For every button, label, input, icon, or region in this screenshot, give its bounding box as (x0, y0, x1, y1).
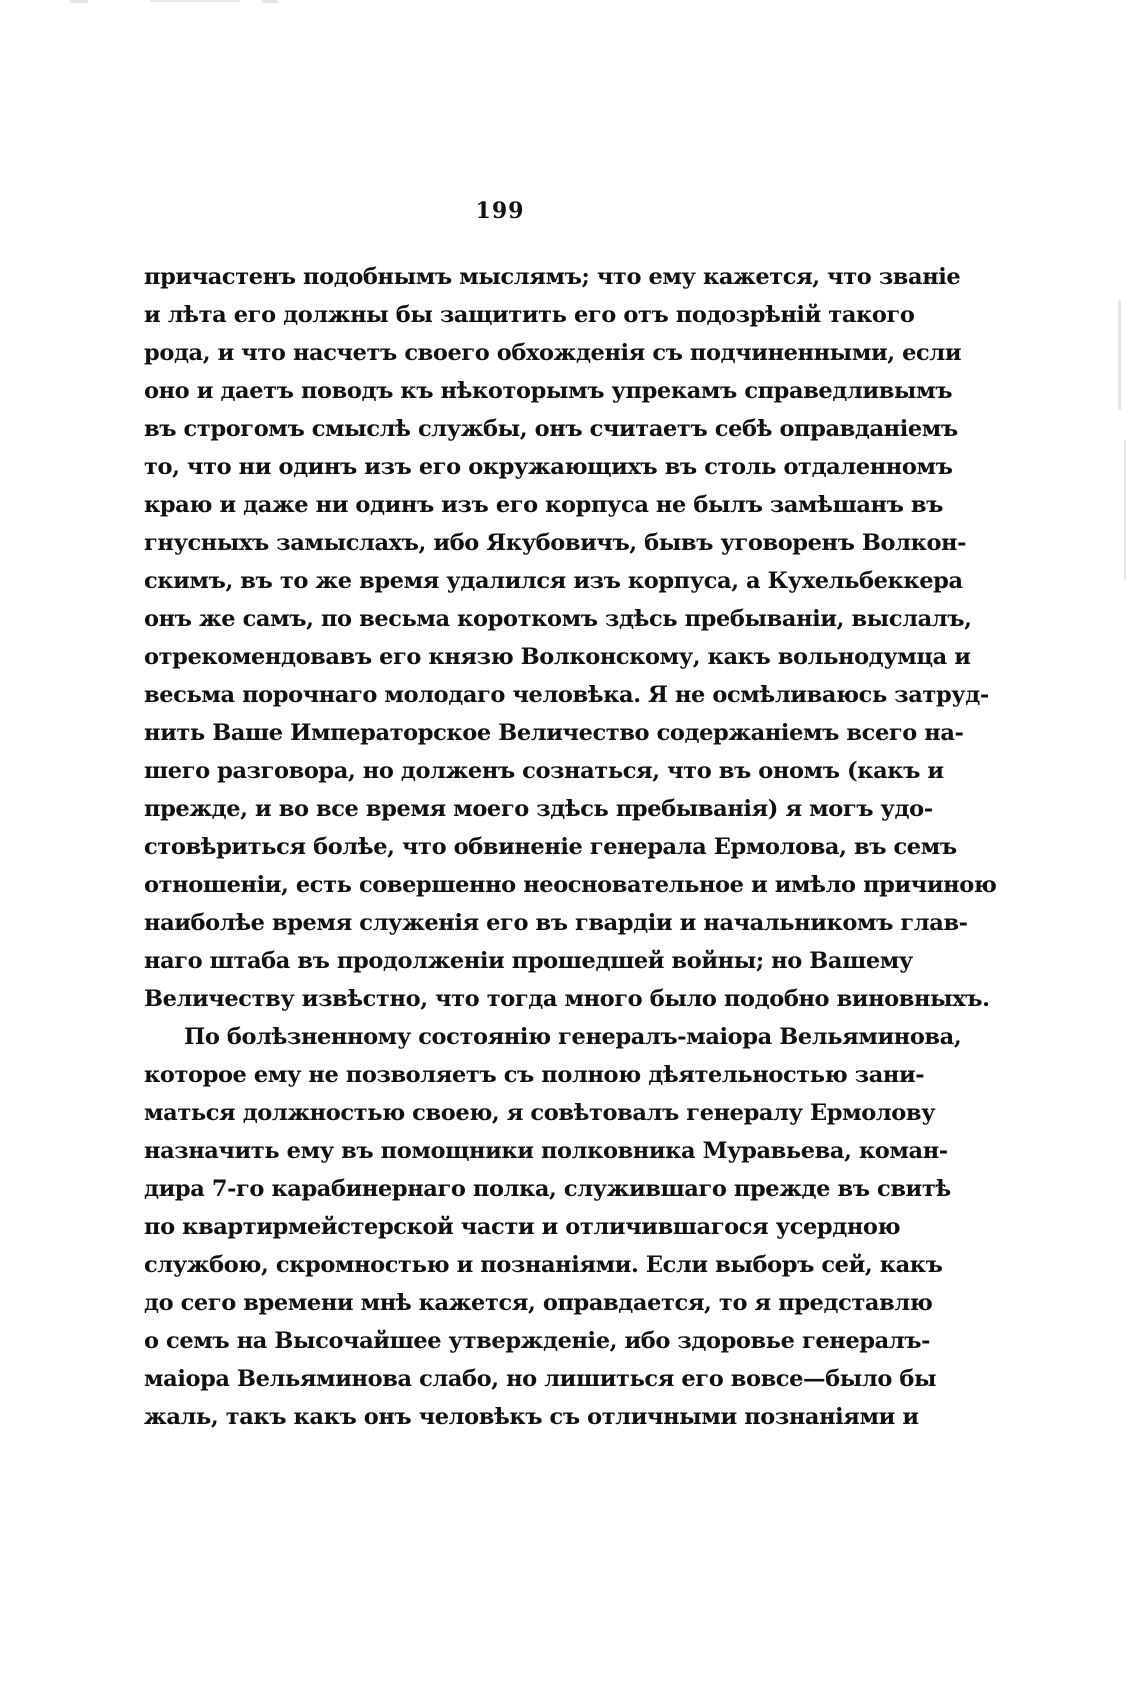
text-line: службою, скромностью и познаніями. Если выборъ сей, какъ (144, 1252, 943, 1278)
text-line: стовѣриться болѣе, что обвиненіе генерала Ермолова, въ семъ (144, 834, 957, 860)
text-line: отрекомендовавъ его князю Волконскому, какъ вольнодумца и (144, 644, 971, 670)
text-line: о семъ на Высочайшее утвержденіе, ибо здоровье генералъ- (144, 1328, 931, 1354)
text-line: гнусныхъ замыслахъ, ибо Якубовичъ, бывъ уговоренъ Волкон- (144, 530, 967, 556)
text-line: по квартирмейстерской части и отличившагося усердною (144, 1214, 901, 1240)
text-line: жаль, такъ какъ онъ человѣкъ съ отличными познаніями и (144, 1404, 919, 1430)
text-line: оно и даетъ поводъ къ нѣкоторымъ упрекамъ справедливымъ (144, 378, 953, 404)
text-line: шего разговора, но долженъ сознаться, что въ ономъ (какъ и (144, 758, 944, 784)
page-number: 199 (475, 198, 525, 224)
text-line: рода, и что насчетъ своего обхожденія съ подчиненными, если (144, 340, 962, 366)
text-line: причастенъ подобнымъ мыслямъ; что ему кажется, что званіе (144, 264, 961, 290)
text-line: отношеніи, есть совершенно неосновательное и имѣло причиною (144, 872, 997, 898)
text-line: до сего времени мнѣ кажется, оправдается, то я представлю (144, 1290, 933, 1316)
text-line: прежде, и во все время моего здѣсь пребыванія) я могъ удо- (144, 796, 933, 822)
scan-artifact (1118, 300, 1121, 410)
text-line: маіора Вельяминова слабо, но лишиться его вовсе—было бы (144, 1366, 937, 1392)
text-line: дира 7-го карабинернаго полка, служившаго прежде въ свитѣ (144, 1176, 951, 1202)
text-line: По болѣзненному состоянію генералъ-маіора Вельяминова, (184, 1024, 962, 1050)
text-line: маться должностью своею, я совѣтовалъ генералу Ермолову (144, 1100, 936, 1126)
text-line: нить Вашe Императорское Величество содержаніемъ всего на- (144, 720, 964, 746)
scan-artifact (1124, 440, 1126, 580)
text-line: назначить ему въ помощники полковника Муравьева, коман- (144, 1138, 948, 1164)
text-line: скимъ, въ то же время удалился изъ корпуса, а Кухельбеккера (144, 568, 963, 594)
body-text (144, 258, 997, 1436)
text-line: весьма порочнаго молодаго человѣка. Я не осмѣливаюсь затруд- (144, 682, 989, 708)
text-line: наиболѣе время служенія его въ гвардіи и начальникомъ глав- (144, 910, 968, 936)
text-line: которое ему не позволяетъ съ полною дѣятельностью зани- (144, 1062, 925, 1088)
scan-artifact (70, 0, 88, 3)
text-line: и лѣта его должны бы защитить его отъ подозрѣній такого (144, 302, 915, 328)
scan-artifact (150, 0, 240, 2)
scan-artifact (262, 0, 278, 3)
text-line: въ строгомъ смыслѣ службы, онъ считаетъ себѣ оправданіемъ (144, 416, 958, 442)
text-line: наго штаба въ продолженіи прошедшей войны; но Вашему (144, 948, 913, 974)
text-line: краю и даже ни одинъ изъ его корпуса не былъ замѣшанъ въ (144, 492, 943, 518)
text-line: онъ же самъ, по весьма короткомъ здѣсь пребываніи, выслалъ, (144, 606, 972, 632)
text-line: то, что ни одинъ изъ его окружающихъ въ столь отдаленномъ (144, 454, 953, 480)
text-line: Величеству извѣстно, что тогда много было подобно виновныхъ. (144, 986, 990, 1012)
